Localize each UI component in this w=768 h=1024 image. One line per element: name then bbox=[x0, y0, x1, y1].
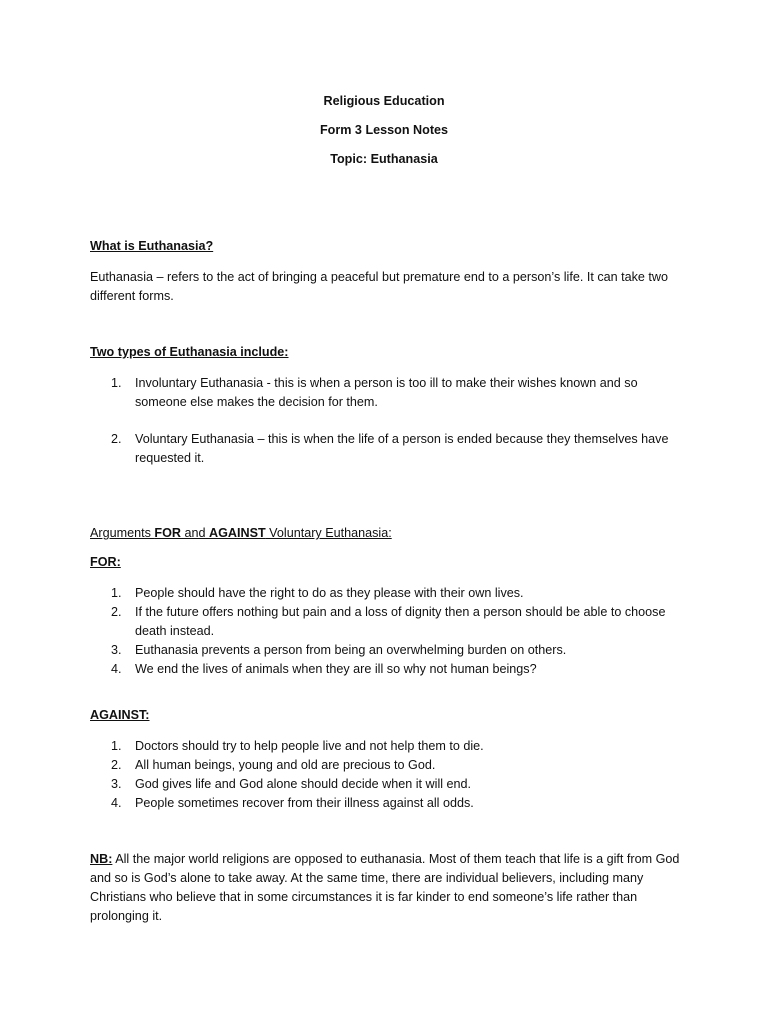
subject-title: Religious Education bbox=[323, 94, 445, 108]
list-item bbox=[111, 584, 680, 603]
list-item bbox=[111, 794, 680, 813]
list-text: If the future offers nothing but pain and a loss of dignity then a person should be able to choose death instead. bbox=[135, 605, 666, 638]
arguments-heading-against: AGAINST bbox=[209, 526, 266, 540]
arguments-heading-part: Arguments bbox=[90, 526, 155, 540]
topic-title: Topic: Euthanasia bbox=[330, 152, 438, 166]
note-text: All the major world religions are opposed to euthanasia. Most of them teach that life is a gift from God and so is God’s alone to take away. At the same time, there are individual believers, including many Christians who believe that in some circumstances it is far kinder to end someone’s life rather than prolonging it. bbox=[90, 852, 680, 923]
for-list bbox=[111, 584, 680, 679]
list-number: 2. bbox=[111, 605, 122, 619]
list-number: 3. bbox=[111, 777, 122, 791]
list-item bbox=[111, 775, 680, 794]
list-text: God gives life and God alone should decide when it will end. bbox=[135, 777, 472, 791]
list-number: 1. bbox=[111, 739, 122, 753]
list-number: 3. bbox=[111, 643, 122, 657]
types-list bbox=[111, 374, 680, 468]
list-item bbox=[111, 603, 680, 641]
against-heading: AGAINST: bbox=[90, 708, 150, 722]
list-text: People should have the right to do as they please with their own lives. bbox=[135, 586, 524, 600]
list-number: 1. bbox=[111, 586, 122, 600]
list-number: 2. bbox=[111, 432, 122, 446]
definition-text: Euthanasia – refers to the act of bringing a peaceful but premature end to a person’s life. It can take two different forms. bbox=[90, 270, 669, 303]
list-text: Doctors should try to help people live and not help them to die. bbox=[135, 739, 484, 753]
arguments-heading-for: FOR bbox=[154, 526, 181, 540]
arguments-heading bbox=[90, 526, 392, 540]
list-item bbox=[111, 737, 680, 756]
list-text: People sometimes recover from their illness against all odds. bbox=[135, 796, 474, 810]
list-item bbox=[111, 430, 680, 468]
list-item bbox=[111, 374, 680, 412]
types-heading: Two types of Euthanasia include: bbox=[90, 345, 289, 359]
definition-heading: What is Euthanasia? bbox=[90, 239, 214, 253]
arguments-heading-part: Voluntary Euthanasia: bbox=[265, 526, 392, 540]
list-number: 4. bbox=[111, 796, 122, 810]
list-item bbox=[111, 756, 680, 775]
against-list bbox=[111, 737, 680, 813]
list-number: 1. bbox=[111, 376, 122, 390]
list-item bbox=[111, 641, 680, 660]
arguments-heading-and: and bbox=[181, 526, 210, 540]
list-text: We end the lives of animals when they are ill so why not human beings? bbox=[135, 662, 537, 676]
list-text: Voluntary Euthanasia – this is when the life of a person is ended because they themselves have requested it. bbox=[135, 432, 669, 465]
list-number: 2. bbox=[111, 758, 122, 772]
list-text: Involuntary Euthanasia - this is when a person is too ill to make their wishes known and so someone else makes the decision for them. bbox=[135, 376, 638, 409]
for-heading: FOR: bbox=[90, 555, 121, 569]
note-label: NB: bbox=[90, 852, 113, 866]
list-item bbox=[111, 660, 680, 679]
form-title: Form 3 Lesson Notes bbox=[319, 123, 449, 137]
note-paragraph bbox=[90, 850, 680, 926]
list-text: Euthanasia prevents a person from being an overwhelming burden on others. bbox=[135, 643, 567, 657]
list-text: All human beings, young and old are precious to God. bbox=[135, 758, 436, 772]
list-number: 4. bbox=[111, 662, 122, 676]
